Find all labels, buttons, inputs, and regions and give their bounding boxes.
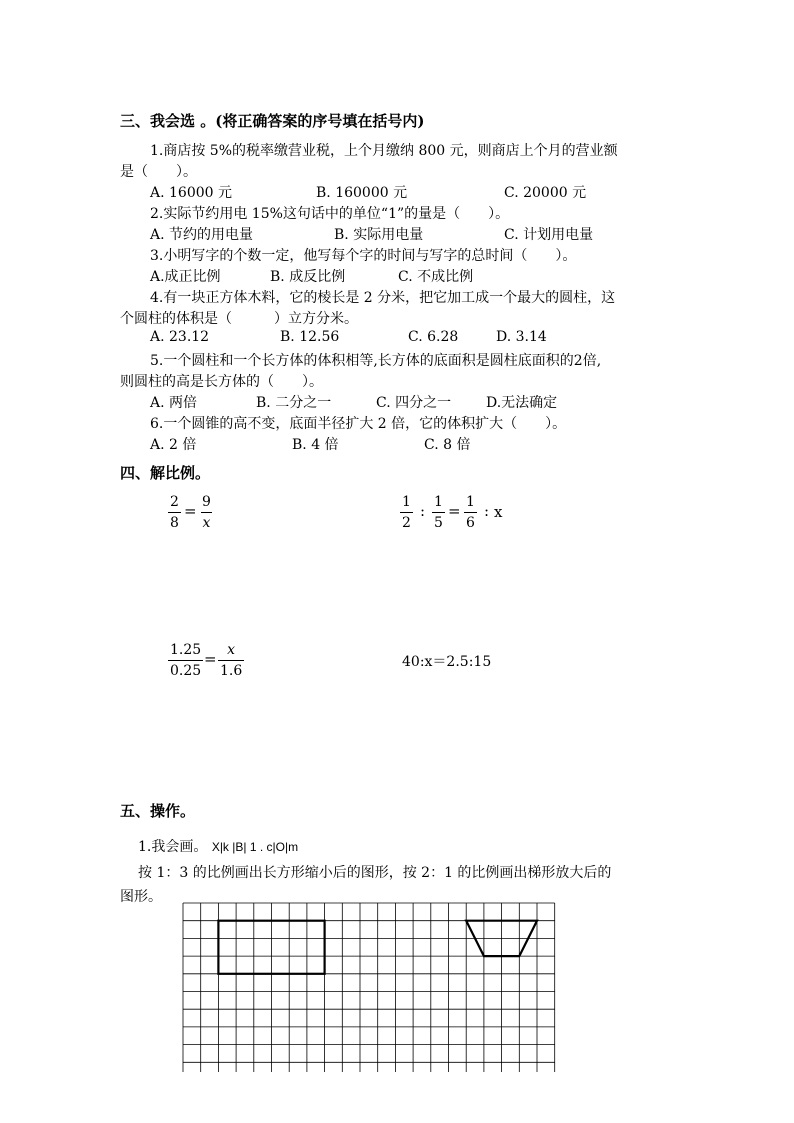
fraction-numerator: 1 (402, 494, 411, 510)
fraction-numerator: 9 (202, 494, 211, 510)
watermark-text: X|k |B| 1 . c|O|m (211, 840, 299, 854)
section-4-title: 四、解比例。 (120, 464, 211, 482)
grid-lines (183, 903, 555, 1072)
equals-sign: = (448, 502, 461, 520)
fraction-denominator: 1.6 (218, 660, 244, 679)
equation-4: 40:x＝2.5:15 (402, 654, 492, 670)
fraction-numerator: 1 (466, 494, 475, 510)
fraction-numerator: 1.25 (170, 642, 202, 658)
question-5-line-2: 则圆柱的高是长方体的（ ）。 (120, 374, 323, 390)
fraction-denominator: 8 (168, 512, 181, 531)
fraction-denominator: 6 (464, 512, 477, 531)
fraction-numerator: 1 (434, 494, 443, 510)
question-1-option-b: B. 160000 元 (316, 185, 408, 201)
section-3-title: 三、我会选 。(将正确答案的序号填在括号内) (120, 112, 425, 130)
equation-1-fraction-left (168, 494, 181, 531)
question-2-option-a: A. 节约的用电量 (150, 227, 254, 243)
question-4-option-c: C. 6.28 (408, 329, 459, 345)
sub-question-1-label: 1.我会画。 (138, 839, 208, 855)
fraction-numerator: x (227, 642, 236, 658)
question-6-option-a: A. 2 倍 (150, 437, 197, 453)
question-1-line-1: 1.商店按 5%的税率缴营业税，上个月缴纳 800 元，则商店上个月的营业额 (150, 143, 618, 159)
ratio-colon: : (484, 502, 490, 520)
instruction-line-1: 按 1：3 的比例画出长方形缩小后的图形，按 2：1 的比例画出梯形放大后的 (138, 865, 612, 881)
question-1-line-2: 是（ ）。 (120, 164, 197, 180)
question-4-line-1: 4.有一块正方体木料，它的棱长是 2 分米，把它加工成一个最大的圆柱，这 (150, 290, 616, 306)
question-4-line-2: 个圆柱的体积是（ ）立方分米。 (120, 311, 358, 327)
section-5-title: 五、操作。 (120, 802, 196, 820)
question-3-option-c: C. 不成比例 (398, 269, 474, 285)
question-6-option-c: C. 8 倍 (424, 437, 471, 453)
fraction-denominator: x (201, 512, 213, 531)
question-4-option-b: B. 12.56 (280, 329, 340, 345)
instruction-line-2: 图形。 (120, 889, 162, 905)
question-1-option-a: A. 16000 元 (150, 185, 232, 201)
question-3-option-b: B. 成反比例 (270, 269, 346, 285)
equation-1-fraction-right (200, 494, 213, 531)
equation-2-fraction-c (464, 494, 477, 531)
question-3: 3.小明写字的个数一定，他写每个字的时间与写字的总时间（ ）。 (150, 248, 577, 264)
drawing-grid (182, 902, 562, 1072)
question-4-option-a: A. 23.12 (150, 329, 210, 345)
fraction-denominator: 5 (432, 512, 445, 531)
equation-2-fraction-a (400, 494, 413, 531)
question-5-line-1: 5.一个圆柱和一个长方体的体积相等,长方体的底面积是圆柱底面积的2倍, (150, 353, 602, 369)
question-1-option-c: C. 20000 元 (504, 185, 587, 201)
question-5-option-a: A. 两倍 (150, 395, 198, 411)
question-6: 6.一个圆锥的高不变，底面半径扩大 2 倍，它的体积扩大（ ）。 (150, 416, 567, 432)
equation-2-fraction-b (432, 494, 445, 531)
equation-3-fraction-right (218, 642, 244, 679)
question-2-option-b: B. 实际用电量 (334, 227, 424, 243)
fraction-denominator: 0.25 (168, 660, 203, 679)
question-6-option-b: B. 4 倍 (292, 437, 339, 453)
equals-sign: = (184, 502, 197, 520)
unknown-x: x (494, 503, 503, 521)
ratio-colon: : (420, 502, 426, 520)
fraction-numerator: 2 (170, 494, 179, 510)
question-5-option-c: C. 四分之一 (376, 395, 452, 411)
question-5-option-b: B. 二分之一 (256, 395, 332, 411)
question-5-option-d: D.无法确定 (486, 395, 558, 411)
equation-3-fraction-left (168, 642, 203, 679)
question-4-option-d: D. 3.14 (496, 329, 547, 345)
question-3-option-a: A.成正比例 (150, 269, 221, 285)
equals-sign: = (204, 650, 217, 668)
question-2-option-c: C. 计划用电量 (504, 227, 594, 243)
fraction-denominator: 2 (400, 512, 413, 531)
question-2: 2.实际节约用电 15%这句话中的单位“1”的量是（ ）。 (150, 206, 510, 222)
sub-question-1 (138, 836, 298, 856)
